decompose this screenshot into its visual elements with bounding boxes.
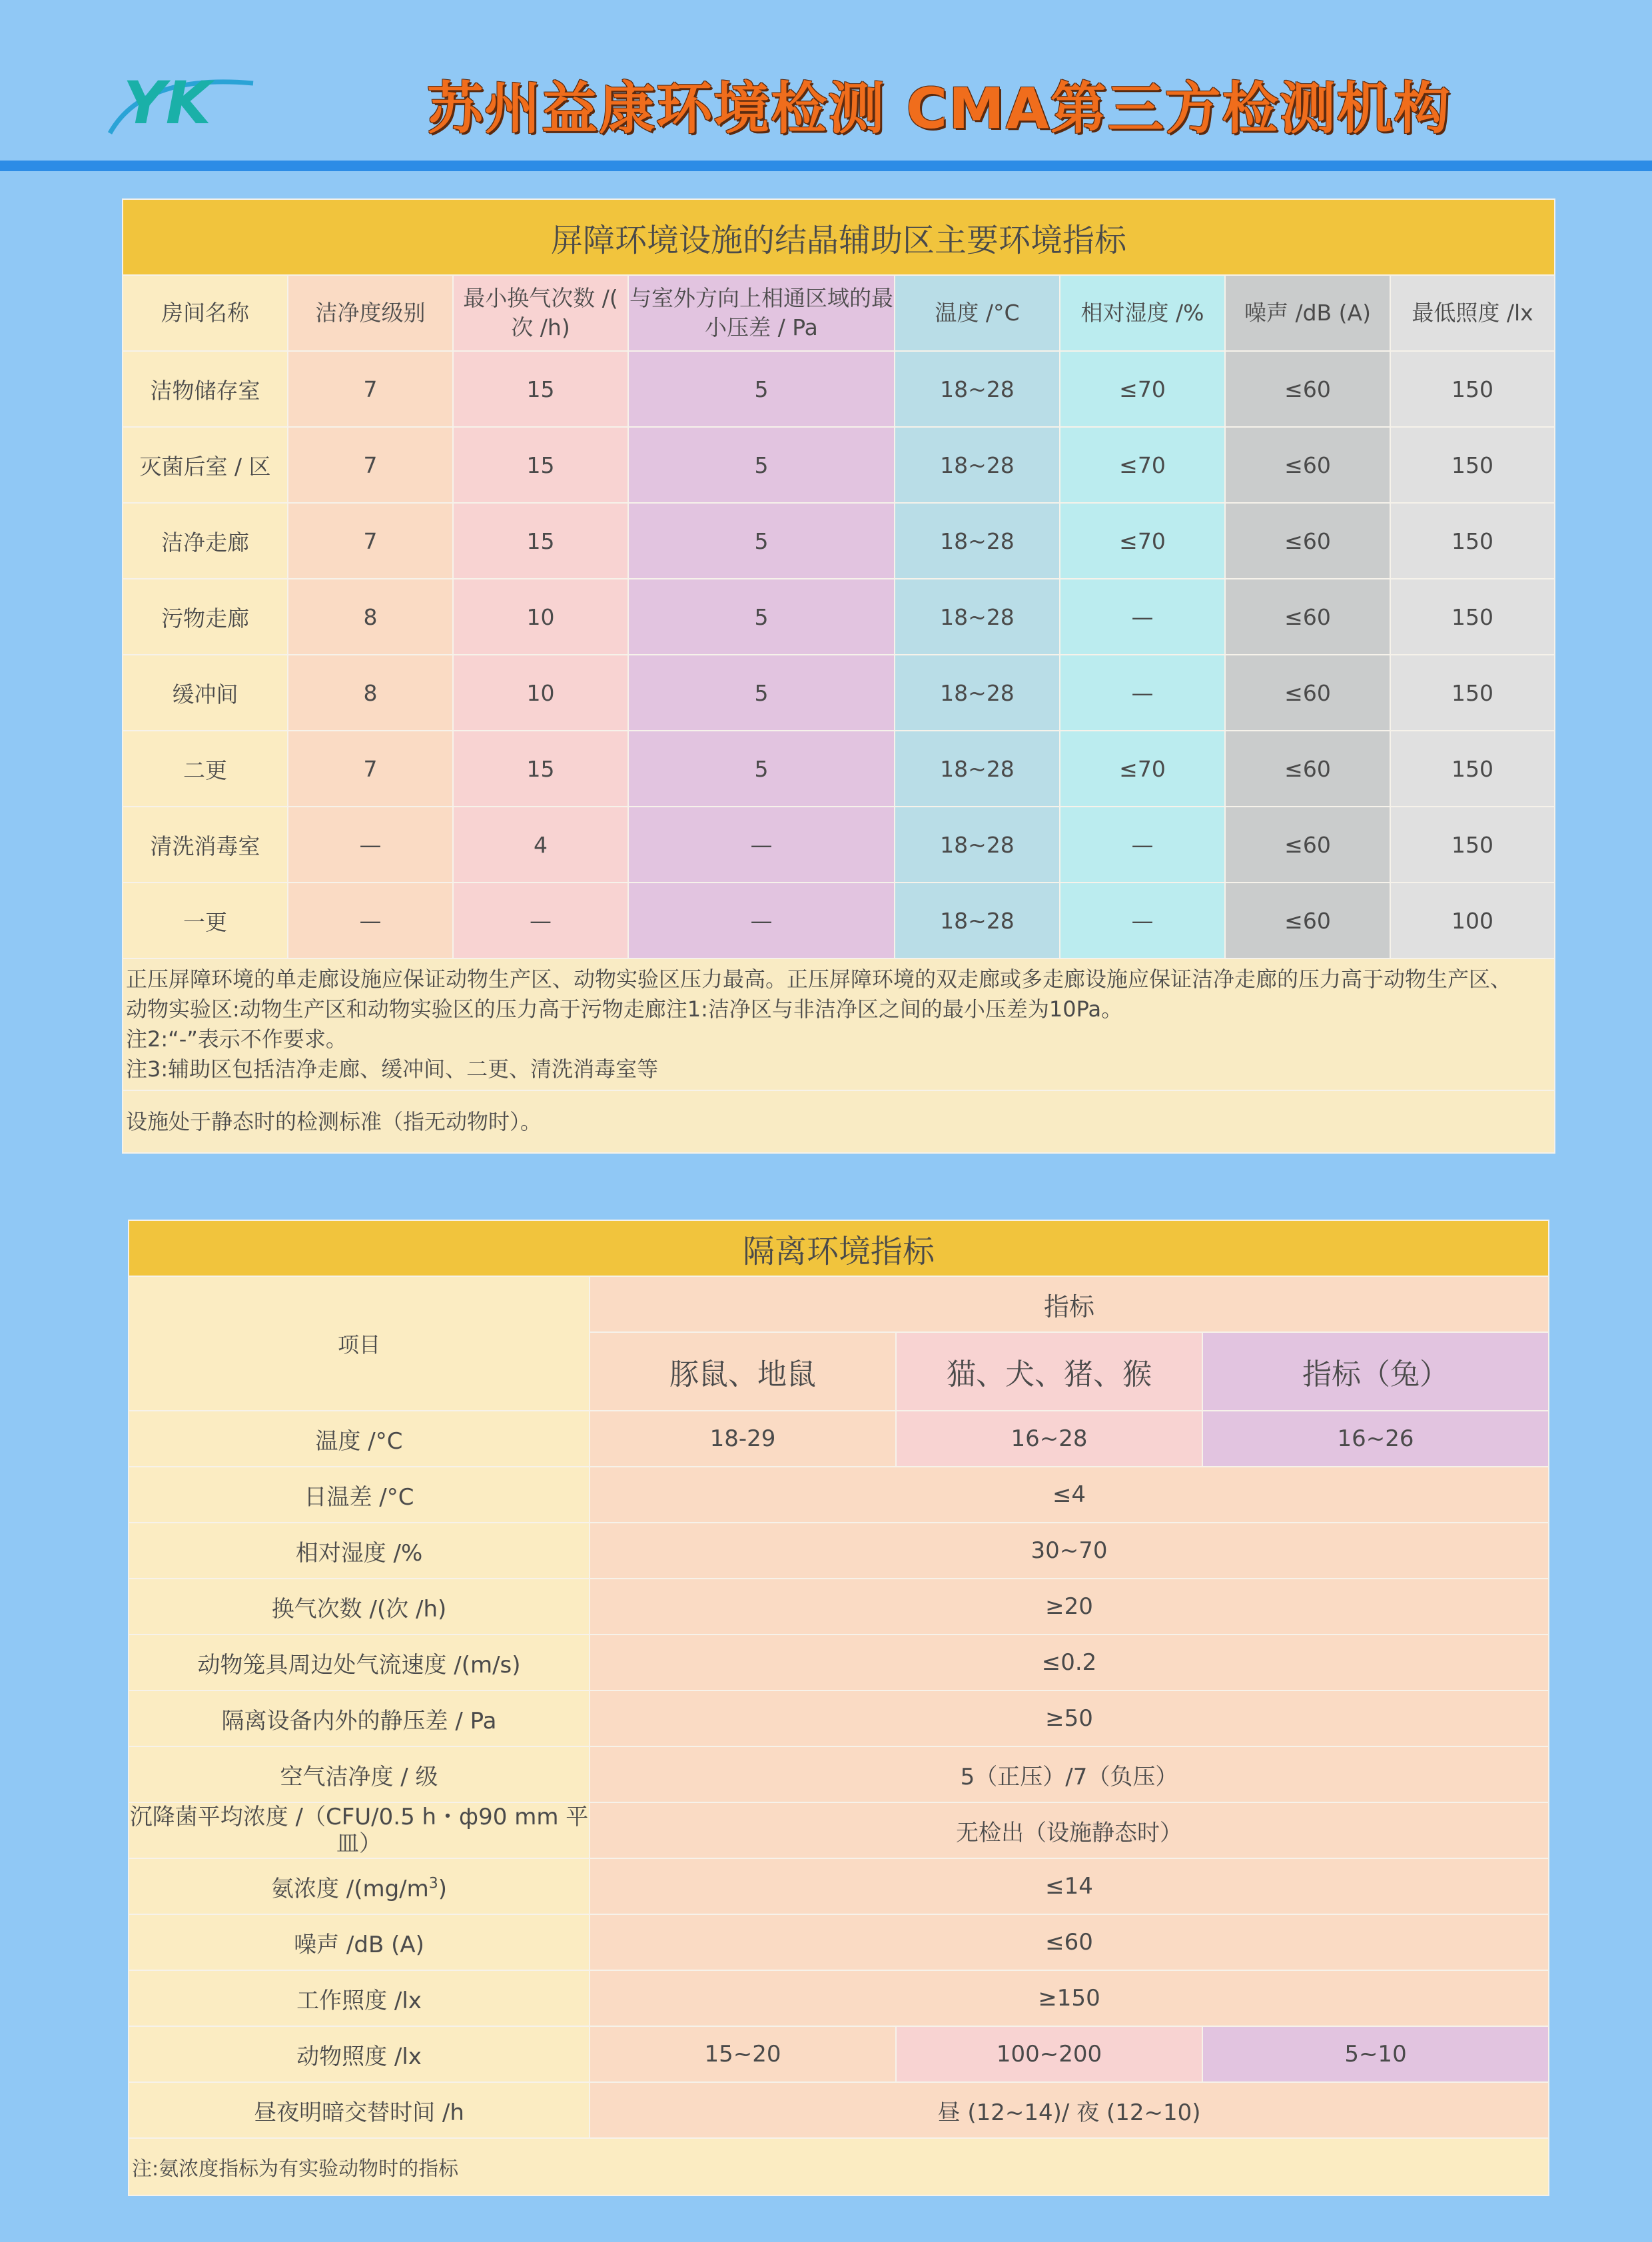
table-cell: 150 [1390,427,1555,503]
table-cell: ≤14 [590,1858,1549,1914]
row-label: 换气次数 /(次 /h) [129,1579,590,1635]
table-cell: ≤70 [1060,427,1225,503]
row-label: 相对湿度 /% [129,1523,590,1579]
table-cell: 洁净走廊 [123,503,288,579]
table-cell: ≥20 [590,1579,1549,1635]
table-cell: 7 [288,427,453,503]
table-cell: 15 [453,503,628,579]
column-header: 最低照度 /lx [1390,275,1555,351]
logo-text: YK [123,69,211,137]
table-cell: 15 [453,731,628,807]
table-cell: 昼 (12~14)/ 夜 (12~10) [590,2082,1549,2138]
table-cell: 150 [1390,351,1555,427]
page-header [0,0,1652,160]
column-header: 洁净度级别 [288,275,453,351]
table-row [129,1914,1549,1970]
table-cell: 10 [453,579,628,655]
table-cell: — [628,807,895,883]
table-cell: 洁物储存室 [123,351,288,427]
animal-header: 猫、犬、猪、猴 [896,1332,1202,1411]
table-cell: ≥50 [590,1690,1549,1746]
table-row [129,1635,1549,1690]
table-cell: — [1060,655,1225,731]
table-row [123,883,1555,958]
table-cell: ≤60 [1225,655,1390,731]
table-row [123,503,1555,579]
note-line: 动物实验区:动物生产区和动物实验区的压力高于污物走廊注1:洁净区与非洁净区之间的最小压差为10Pa。 [126,996,1123,1022]
table-cell: 5 [628,655,895,731]
table-cell: 7 [288,351,453,427]
table-row [129,2026,1549,2082]
column-header: 房间名称 [123,275,288,351]
index-header: 指标 [590,1276,1549,1332]
table-cell: 15 [453,351,628,427]
table-cell: 7 [288,503,453,579]
label-text: 氨浓度 /(mg/m [270,1875,429,1902]
table-cell: 150 [1390,807,1555,883]
table-cell: ≤60 [1225,427,1390,503]
table-cell: 18~28 [895,579,1060,655]
table-cell: 16~28 [896,1411,1202,1467]
table-cell: ≤60 [1225,807,1390,883]
table-cell: 30~70 [590,1523,1549,1579]
table-footnote-row [129,2138,1549,2195]
table-row [129,1970,1549,2026]
table-row [129,1746,1549,1802]
table-notes [123,958,1555,1090]
table-cell: 4 [453,807,628,883]
table-static-note [123,1090,1555,1153]
table-cell: ≤60 [1225,883,1390,958]
note-line: 正压屏障环境的单走廊设施应保证动物生产区、动物实验区压力最高。正压屏障环境的双走廊或多走廊设施应保证洁净走廊的压力高于动物生产区、 [126,966,1512,992]
table-cell: ≤70 [1060,351,1225,427]
table-header-row [123,275,1555,351]
table-cell: 18~28 [895,731,1060,807]
item-header: 项目 [129,1276,590,1411]
column-header: 与室外方向上相通区域的最小压差 / Pa [628,275,895,351]
table-cell: 缓冲间 [123,655,288,731]
row-label: 噪声 /dB (A) [129,1914,590,1970]
table-cell: — [1060,883,1225,958]
animal-header: 指标（兔） [1202,1332,1549,1411]
table-row [129,1690,1549,1746]
row-label [129,1858,590,1914]
row-label: 动物照度 /lx [129,2026,590,2082]
table-cell: 15~20 [590,2026,896,2082]
table-cell: 18-29 [590,1411,896,1467]
table-cell: 5 [628,427,895,503]
row-label: 隔离设备内外的静压差 / Pa [129,1690,590,1746]
table-cell: 灭菌后室 / 区 [123,427,288,503]
table-row [129,1523,1549,1579]
footnote: 注:氨浓度指标为有实验动物时的指标 [129,2138,1549,2195]
table-cell: 150 [1390,655,1555,731]
table-cell: 污物走廊 [123,579,288,655]
table-row [123,579,1555,655]
row-label: 工作照度 /lx [129,1970,590,2026]
table-title: 隔离环境指标 [129,1220,1549,1276]
table-cell: ≤60 [1225,503,1390,579]
column-header: 相对湿度 /% [1060,275,1225,351]
table-cell: 5（正压）/7（负压） [590,1746,1549,1802]
table-cell: 16~26 [1202,1411,1549,1467]
table-cell: 18~28 [895,351,1060,427]
table-cell: — [288,883,453,958]
row-label: 沉降菌平均浓度 /（CFU/0.5 h・ф90 mm 平皿） [129,1804,589,1857]
table-cell: ≤60 [1225,351,1390,427]
row-label: 动物笼具周边处气流速度 /(m/s) [129,1635,590,1690]
table-cell: 清洗消毒室 [123,807,288,883]
table-cell: 100~200 [896,2026,1202,2082]
table-row [129,1411,1549,1467]
table-cell: — [1060,579,1225,655]
table-cell: 18~28 [895,807,1060,883]
table-row [129,2082,1549,2138]
row-label: 空气洁净度 / 级 [129,1746,590,1802]
note-line: 注3:辅助区包括洁净走廊、缓冲间、二更、清洗消毒室等 [126,1056,659,1082]
table-cell: ≤0.2 [590,1635,1549,1690]
row-label: 温度 /°C [129,1411,590,1467]
header-divider [0,161,1652,171]
table-cell: ≤60 [590,1914,1549,1970]
page-title: 苏州益康环境检测 CMA第三方检测机构 [427,76,1451,141]
table-cell: 18~28 [895,503,1060,579]
table-cell: — [453,883,628,958]
note-line: 注2:“-”表示不作要求。 [126,1026,347,1052]
table-cell: 18~28 [895,427,1060,503]
table-cell: — [1060,807,1225,883]
table-cell: 5 [628,731,895,807]
table-cell: ≤70 [1060,731,1225,807]
table-title: 屏障环境设施的结晶辅助区主要环境指标 [123,199,1555,275]
table-cell: 18~28 [895,655,1060,731]
static-note: 设施处于静态时的检测标准（指无动物时）。 [123,1090,1555,1153]
label-text: ) [438,1875,448,1902]
row-label: 日温差 /°C [129,1467,590,1523]
company-logo [103,67,256,140]
table-cell: 150 [1390,731,1555,807]
table-cell: 5 [628,351,895,427]
table-row [123,731,1555,807]
table-cell: ≤70 [1060,503,1225,579]
table-row [129,1802,1549,1858]
table-cell: ≥150 [590,1970,1549,2026]
table-row [123,351,1555,427]
table-cell: 15 [453,427,628,503]
table-cell: 18~28 [895,883,1060,958]
table-row [129,1858,1549,1914]
barrier-environment-table [122,198,1555,1154]
table-cell: — [628,883,895,958]
table-cell: — [288,807,453,883]
table-cell: 8 [288,579,453,655]
table-row [123,807,1555,883]
table-cell: 10 [453,655,628,731]
isolation-environment-table [128,1220,1549,2196]
notes-cell [123,958,1555,1090]
column-header: 噪声 /dB (A) [1225,275,1390,351]
table-cell: 5 [628,503,895,579]
table-cell: ≤60 [1225,579,1390,655]
table-cell: 150 [1390,579,1555,655]
table-row [129,1467,1549,1523]
table-cell: 150 [1390,503,1555,579]
table-row [129,1579,1549,1635]
table-cell: 一更 [123,883,288,958]
table-cell: ≤4 [590,1467,1549,1523]
table-cell: 5~10 [1202,2026,1549,2082]
table-cell: ≤60 [1225,731,1390,807]
table-cell: 100 [1390,883,1555,958]
table-cell: 5 [628,579,895,655]
row-label: 昼夜明暗交替时间 /h [129,2082,590,2138]
table-row [123,655,1555,731]
animal-header: 豚鼠、地鼠 [590,1332,896,1411]
superscript: 3 [428,1875,438,1892]
column-header: 最小换气次数 /( 次 /h) [453,275,628,351]
column-header: 温度 /°C [895,275,1060,351]
table-cell: 8 [288,655,453,731]
table-row [123,427,1555,503]
table-cell: 无检出（设施静态时） [590,1802,1549,1858]
table-cell: 7 [288,731,453,807]
table-cell: 二更 [123,731,288,807]
